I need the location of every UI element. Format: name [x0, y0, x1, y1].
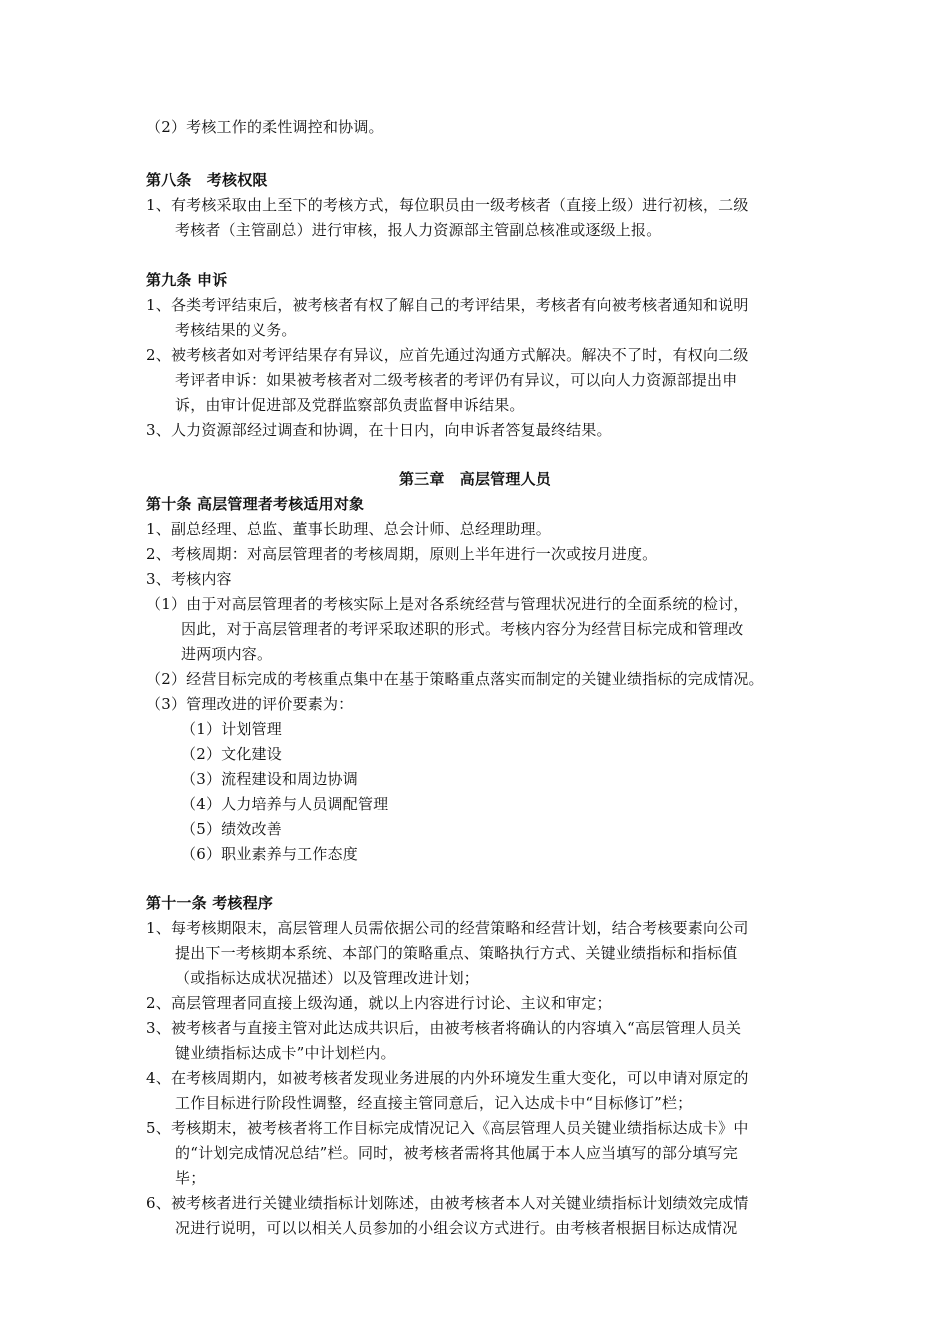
article-9-item-3-line-1: 3、人力资源部经过调查和协调，在十日内，向申诉者答复最终结果。 [146, 421, 612, 439]
article-9-heading: 第九条 申诉 [146, 271, 228, 289]
article-10-sub-1-line-1: （1）由于对高层管理者的考核实际上是对各系统经营与管理状况进行的全面系统的检讨， [146, 595, 749, 613]
article-11-item-5-line-1: 5、考核期末，被考核者将工作目标完成情况记入《高层管理人员关键业绩指标达成卡》中 [146, 1119, 749, 1137]
evaluation-element: （1）计划管理 [181, 720, 282, 738]
article-8-item-1-line-1: 1、有考核采取由上至下的考核方式，每位职员由一级考核者（直接上级）进行初核，二级 [146, 196, 749, 214]
article-11-item-6-line-1: 6、被考核者进行关键业绩指标计划陈述，由被考核者本人对关键业绩指标计划绩效完成情 [146, 1194, 749, 1212]
article-11-item-2-line-1: 2、高层管理者同直接上级沟通，就以上内容进行讨论、主议和审定； [146, 994, 612, 1012]
article-9-item-2-line-2: 考评者申诉：如果被考核者对二级考核者的考评仍有异议，可以向人力资源部提出申 [175, 371, 738, 389]
article-11-item-1-line-2: 提出下一考核期本系统、本部门的策略重点、策略执行方式、关键业绩指标和指标值 [175, 944, 738, 962]
article-11-item-6-line-2: 况进行说明，可以以相关人员参加的小组会议方式进行。由考核者根据目标达成情况 [175, 1219, 738, 1237]
article-10-sub-1-line-2: 因此，对于高层管理者的考评采取述职的形式。考核内容分为经营目标完成和管理改 [181, 620, 744, 638]
evaluation-element: （5）绩效改善 [181, 820, 282, 838]
evaluation-element: （6）职业素养与工作态度 [181, 845, 358, 863]
evaluation-element: （2）文化建设 [181, 745, 282, 763]
article-11-item-5-line-2: 的“计划完成情况总结”栏。同时，被考核者需将其他属于本人应当填写的部分填写完 [175, 1144, 738, 1162]
article-10-item-2: 2、考核周期：对高层管理者的考核周期，原则上半年进行一次或按月进度。 [146, 545, 658, 563]
evaluation-element: （4）人力培养与人员调配管理 [181, 795, 389, 813]
article-9-item-2-line-3: 诉，由审计促进部及党群监察部负责监督申诉结果。 [175, 396, 525, 414]
article-8-heading: 第八条 考核权限 [146, 171, 268, 189]
article-8-item-1-line-2: 考核者（主管副总）进行审核，报人力资源部主管副总核准或逐级上报。 [175, 221, 662, 239]
article-11-item-3-line-2: 键业绩指标达成卡”中计划栏内。 [175, 1044, 396, 1062]
article-11-item-5-line-3: 毕； [175, 1169, 206, 1187]
article-11-item-1-line-3: （或指标达成状况描述）以及管理改进计划； [175, 969, 480, 987]
intro-line: （2）考核工作的柔性调控和协调。 [146, 118, 384, 136]
article-9-item-1-line-2: 考核结果的义务。 [175, 321, 297, 339]
article-10-sub-1-line-3: 进两项内容。 [181, 645, 273, 663]
article-10-sub-2-line-1: （2）经营目标完成的考核重点集中在基于策略重点落实而制定的关键业绩指标的完成情况。 [146, 670, 764, 688]
article-10-sub-3-line-1: （3）管理改进的评价要素为： [146, 695, 354, 713]
article-10-item-3: 3、考核内容 [146, 570, 232, 588]
article-9-item-1-line-1: 1、各类考评结束后，被考核者有权了解自己的考评结果，考核者有向被考核者通知和说明 [146, 296, 749, 314]
chapter-3-title: 第三章 高层管理人员 [398, 470, 551, 488]
evaluation-element: （3）流程建设和周边协调 [181, 770, 358, 788]
article-10-item-1: 1、副总经理、总监、董事长助理、总会计师、总经理助理。 [146, 520, 551, 538]
article-11-item-1-line-1: 1、每考核期限末，高层管理人员需依据公司的经营策略和经营计划，结合考核要素向公司 [146, 919, 749, 937]
article-11-heading: 第十一条 考核程序 [146, 894, 274, 912]
article-11-item-4-line-2: 工作目标进行阶段性调整，经直接主管同意后，记入达成卡中“目标修订”栏； [175, 1094, 693, 1112]
article-9-item-2-line-1: 2、被考核者如对考评结果存有异议，应首先通过沟通方式解决。解决不了时，有权向二级 [146, 346, 749, 364]
article-11-item-3-line-1: 3、被考核者与直接主管对此达成共识后，由被考核者将确认的内容填入“高层管理人员关 [146, 1019, 742, 1037]
article-10-heading: 第十条 高层管理者考核适用对象 [146, 495, 365, 513]
article-11-item-4-line-1: 4、在考核周期内，如被考核者发现业务进展的内外环境发生重大变化，可以申请对原定的 [146, 1069, 749, 1087]
